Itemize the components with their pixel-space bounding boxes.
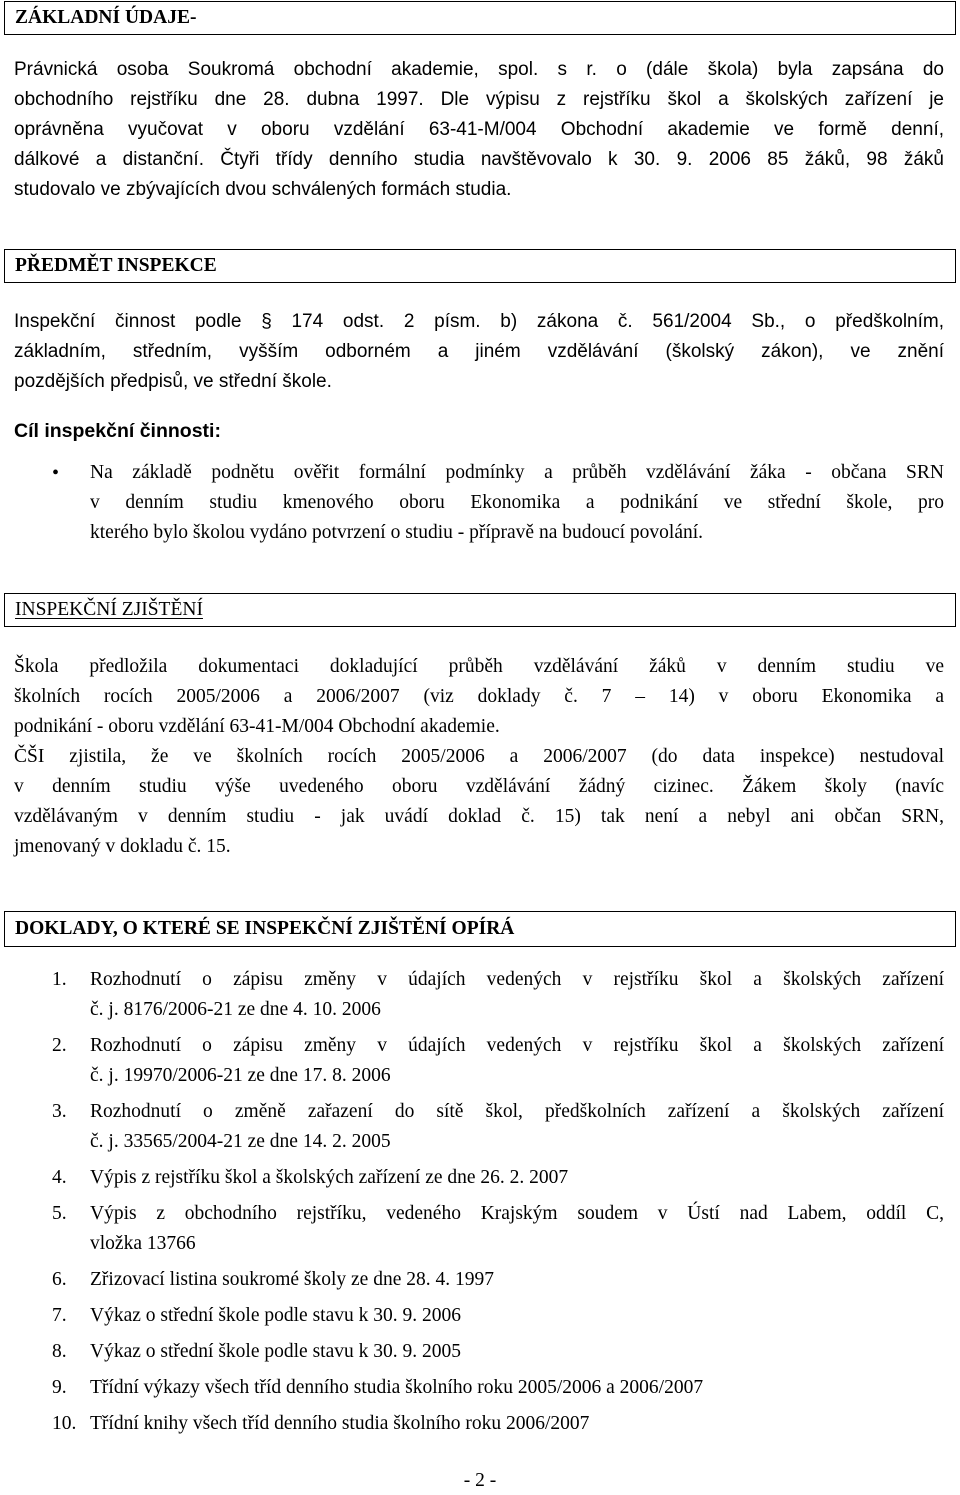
list-item-number: 4. bbox=[52, 1167, 67, 1188]
list-item-text bbox=[90, 1199, 944, 1259]
list-item-line: Třídní knihy všech tříd denního studia školního roku 2006/2007 bbox=[90, 1413, 590, 1434]
list-item bbox=[14, 1373, 944, 1403]
list-item bbox=[14, 1301, 944, 1331]
paragraph-line: oprávněna vyučovat v oboru vzdělání 63-41-M/004 Obchodní akademie ve formě denní, bbox=[14, 119, 944, 140]
paragraph-line: obchodního rejstříku dne 28. dubna 1997. Dle výpisu z rejstříku škol a školských zařízení je bbox=[14, 89, 944, 110]
list-item-number: 1. bbox=[52, 969, 67, 990]
list-item-line: č. j. 8176/2006-21 ze dne 4. 10. 2006 bbox=[90, 999, 381, 1020]
paragraph-line: kterého bylo školou vydáno potvrzení o studiu - přípravě na budoucí povolání. bbox=[90, 522, 704, 543]
paragraph-line: Inspekční činnost podle § 174 odst. 2 písm. b) zákona č. 561/2004 Sb., o předškolním, bbox=[14, 311, 944, 332]
list-item-number: 6. bbox=[52, 1269, 67, 1290]
section-heading-text: DOKLADY, O KTERÉ SE INSPEKČNÍ ZJIŠTĚNÍ OPÍRÁ bbox=[15, 918, 515, 939]
list-item-number: 2. bbox=[52, 1035, 67, 1056]
paragraph-line: školních rocích 2005/2006 a 2006/2007 (viz doklady č. 7 – 14) v oboru Ekonomika a bbox=[14, 686, 944, 707]
paragraph-line: ČŠI zjistila, že ve školních rocích 2005/2006 a 2006/2007 (do data inspekce) nestudoval bbox=[14, 746, 944, 767]
list-item-number: 10. bbox=[52, 1413, 77, 1434]
list-item bbox=[14, 965, 944, 1025]
goal-bullet-text bbox=[90, 458, 944, 548]
list-item-line: Zřizovací listina soukromé školy ze dne 28. 4. 1997 bbox=[90, 1269, 494, 1290]
list-item-text bbox=[90, 1031, 944, 1091]
paragraph-line: jmenovaný v dokladu č. 15. bbox=[14, 836, 231, 857]
list-item-text bbox=[90, 1337, 944, 1367]
section-heading-basic-info bbox=[4, 1, 956, 35]
list-item-text bbox=[90, 1163, 944, 1193]
section-heading-inspection-subject bbox=[4, 249, 956, 283]
list-item bbox=[14, 1097, 944, 1157]
list-item-line: Rozhodnutí o změně zařazení do sítě škol, předškolních zařízení a školských zařízení bbox=[90, 1101, 944, 1122]
list-item-text bbox=[90, 1265, 944, 1295]
list-item-number: 5. bbox=[52, 1203, 67, 1224]
bullet-icon: • bbox=[52, 462, 60, 484]
list-item-text bbox=[90, 1409, 944, 1439]
inspection-subject-paragraph bbox=[14, 307, 944, 397]
list-item-line: Výpis z rejstříku škol a školských zařízení ze dne 26. 2. 2007 bbox=[90, 1167, 569, 1188]
list-item bbox=[14, 1409, 944, 1439]
list-item-line: vložka 13766 bbox=[90, 1233, 196, 1254]
section-heading-text: PŘEDMĚT INSPEKCE bbox=[15, 255, 217, 276]
section-heading-documents bbox=[4, 911, 956, 947]
paragraph-line: základním, středním, vyšším odborném a jiném vzdělávání (školský zákon), ve znění bbox=[14, 341, 944, 362]
paragraph-line: vzdělávaným v denním studiu - jak uvádí doklad č. 15) tak není a nebyl ani občan SRN, bbox=[14, 806, 944, 827]
list-item-number: 7. bbox=[52, 1305, 67, 1326]
section-heading-text: ZÁKLADNÍ ÚDAJE- bbox=[15, 7, 197, 28]
list-item-text bbox=[90, 965, 944, 1025]
list-item bbox=[14, 1199, 944, 1259]
list-item-text bbox=[90, 1097, 944, 1157]
list-item-number: 3. bbox=[52, 1101, 67, 1122]
paragraph-line: pozdějších předpisů, ve střední škole. bbox=[14, 371, 332, 392]
basic-info-paragraph bbox=[14, 55, 944, 205]
goal-heading: Cíl inspekční činnosti: bbox=[14, 420, 221, 442]
findings-paragraph bbox=[14, 652, 944, 862]
list-item-line: Třídní výkazy všech tříd denního studia školního roku 2005/2006 a 2006/2007 bbox=[90, 1377, 704, 1398]
page-number: - 2 - bbox=[463, 1470, 497, 1491]
list-item bbox=[14, 1337, 944, 1367]
list-item-text bbox=[90, 1301, 944, 1331]
paragraph-line: podnikání - oboru vzdělání 63-41-M/004 Obchodní akademie. bbox=[14, 716, 500, 737]
paragraph-line: Právnická osoba Soukromá obchodní akademie, spol. s r. o (dále škola) byla zapsána do bbox=[14, 59, 944, 80]
documents-list bbox=[14, 965, 944, 1445]
list-item-line: č. j. 19970/2006-21 ze dne 17. 8. 2006 bbox=[90, 1065, 391, 1086]
list-item-line: Výpis z obchodního rejstříku, vedeného Krajským soudem v Ústí nad Labem, oddíl C, bbox=[90, 1203, 944, 1224]
section-heading-text: INSPEKČNÍ ZJIŠTĚNÍ bbox=[15, 599, 203, 620]
paragraph-line: Na základě podnětu ověřit formální podmínky a průběh vzdělávání žáka - občana SRN bbox=[90, 462, 944, 483]
list-item-line: Výkaz o střední škole podle stavu k 30. 9. 2005 bbox=[90, 1341, 461, 1362]
list-item-number: 8. bbox=[52, 1341, 67, 1362]
paragraph-line: dálkové a distanční. Čtyři třídy denního studia navštěvovalo k 30. 9. 2006 85 žáků, 98 žáků bbox=[14, 149, 944, 170]
section-heading-findings bbox=[4, 593, 956, 627]
list-item-number: 9. bbox=[52, 1377, 67, 1398]
list-item-line: Rozhodnutí o zápisu změny v údajích vedených v rejstříku škol a školských zařízení bbox=[90, 969, 944, 990]
list-item-text bbox=[90, 1373, 944, 1403]
list-item bbox=[14, 1163, 944, 1193]
list-item-line: Výkaz o střední škole podle stavu k 30. 9. 2006 bbox=[90, 1305, 461, 1326]
paragraph-line: Škola předložila dokumentaci dokladující průběh vzdělávání žáků v denním studiu ve bbox=[14, 656, 944, 677]
list-item-line: Rozhodnutí o zápisu změny v údajích vedených v rejstříku škol a školských zařízení bbox=[90, 1035, 944, 1056]
list-item bbox=[14, 1265, 944, 1295]
paragraph-line: v denním studiu kmenového oboru Ekonomika a podnikání ve střední škole, pro bbox=[90, 492, 944, 513]
list-item bbox=[14, 1031, 944, 1091]
paragraph-line: v denním studiu výše uvedeného oboru vzdělávání žádný cizinec. Žákem školy (navíc bbox=[14, 776, 944, 797]
paragraph-line: studovalo ve zbývajících dvou schválených formách studia. bbox=[14, 179, 512, 200]
list-item-line: č. j. 33565/2004-21 ze dne 14. 2. 2005 bbox=[90, 1131, 391, 1152]
